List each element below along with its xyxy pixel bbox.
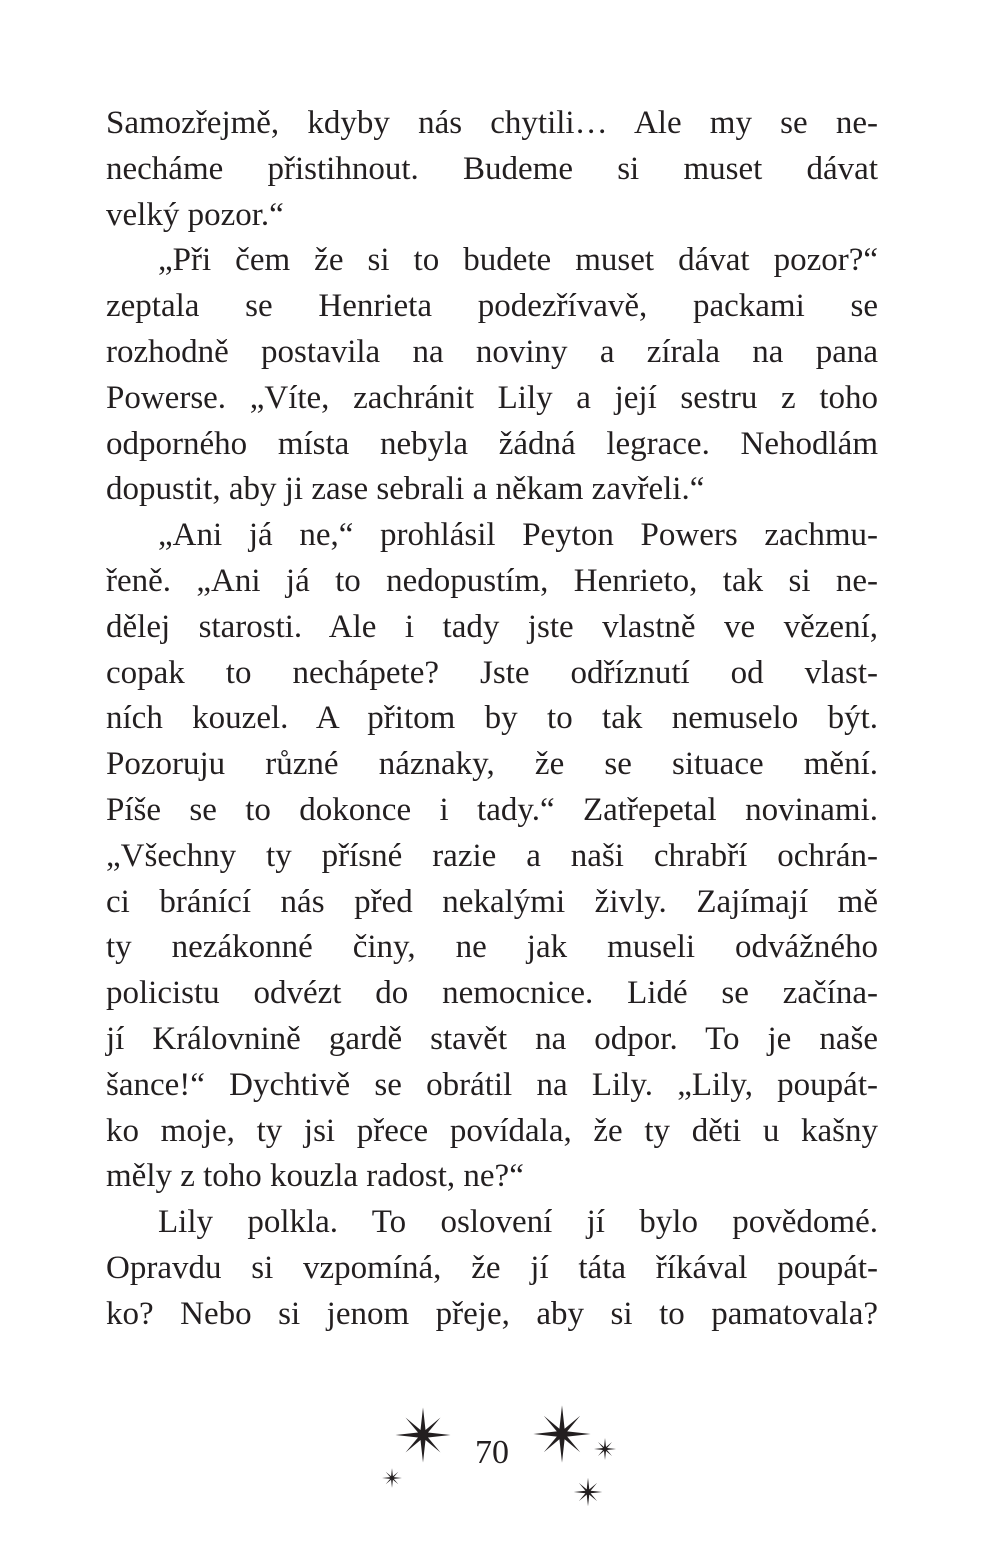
star-icon — [382, 1468, 402, 1488]
body-text — [106, 101, 878, 1338]
text-line: dělej starosti. Ale i tady jste vlastně ve vězení, — [106, 608, 878, 645]
text-line: ních kouzel. A přitom by to tak nemuselo být. — [106, 700, 878, 737]
text-line: „Při čem že si to budete muset dávat pozor?“ — [158, 242, 878, 279]
text-line: šance!“ Dychtivě se obrátil na Lily. „Lily, poupát- — [106, 1066, 878, 1103]
star-icon — [574, 1478, 603, 1507]
text-line: dopustit, aby ji zase sebrali a někam zavřeli.“ — [106, 471, 705, 508]
star-icon — [533, 1405, 590, 1462]
text-line: „Všechny ty přísné razie a naši chrabří ochrán- — [106, 837, 878, 874]
text-line: ko moje, ty jsi přece povídala, že ty děti u kašny — [106, 1112, 878, 1149]
text-line: ci bránící nás před nekalými živly. Zajímají mě — [106, 883, 878, 920]
page-number: 70 — [475, 1434, 509, 1471]
star-icon — [594, 1438, 616, 1460]
text-line: odporného místa nebyla žádná legrace. Nehodlám — [106, 425, 878, 462]
text-line: Pozoruju různé náznaky, že se situace mění. — [106, 746, 878, 783]
text-line: „Ani já ne,“ prohlásil Peyton Powers zachmu- — [158, 517, 878, 554]
paragraph — [106, 238, 878, 513]
text-line: měly z toho kouzla radost, ne?“ — [106, 1158, 524, 1195]
paragraph — [106, 1200, 878, 1337]
text-line: Píše se to dokonce i tady.“ Zatřepetal novinami. — [106, 791, 878, 828]
text-line: Lily polkla. To oslovení jí bylo povědomé. — [158, 1204, 878, 1241]
text-line: jí Královnině gardě stavět na odpor. To je naše — [106, 1020, 878, 1057]
text-line: policistu odvézt do nemocnice. Lidé se začína- — [106, 975, 878, 1012]
text-line: zeptala se Henrieta podezřívavě, packami se — [106, 288, 878, 325]
text-line: řeně. „Ani já to nedopustím, Henrieto, tak si ne- — [106, 562, 878, 599]
text-line: rozhodně postavila na noviny a zírala na pana — [106, 333, 878, 370]
text-line: Samozřejmě, kdyby nás chytili… Ale my se ne- — [106, 105, 878, 141]
text-line: velký pozor.“ — [106, 196, 284, 233]
text-line: ty nezákonné činy, ne jak museli odvážného — [106, 929, 878, 966]
text-line: ko? Nebo si jenom přeje, aby si to pamatovala? — [106, 1295, 878, 1332]
paragraph — [106, 101, 878, 238]
text-line: copak to nechápete? Jste odříznutí od vlast- — [106, 654, 878, 691]
text-line: Opravdu si vzpomíná, že jí táta říkával poupát- — [106, 1249, 878, 1286]
paragraph — [106, 513, 878, 1200]
text-line: necháme přistihnout. Budeme si muset dávat — [106, 150, 878, 187]
star-icon — [396, 1408, 451, 1463]
text-line: Powerse. „Víte, zachránit Lily a její sestru z toho — [106, 379, 878, 416]
